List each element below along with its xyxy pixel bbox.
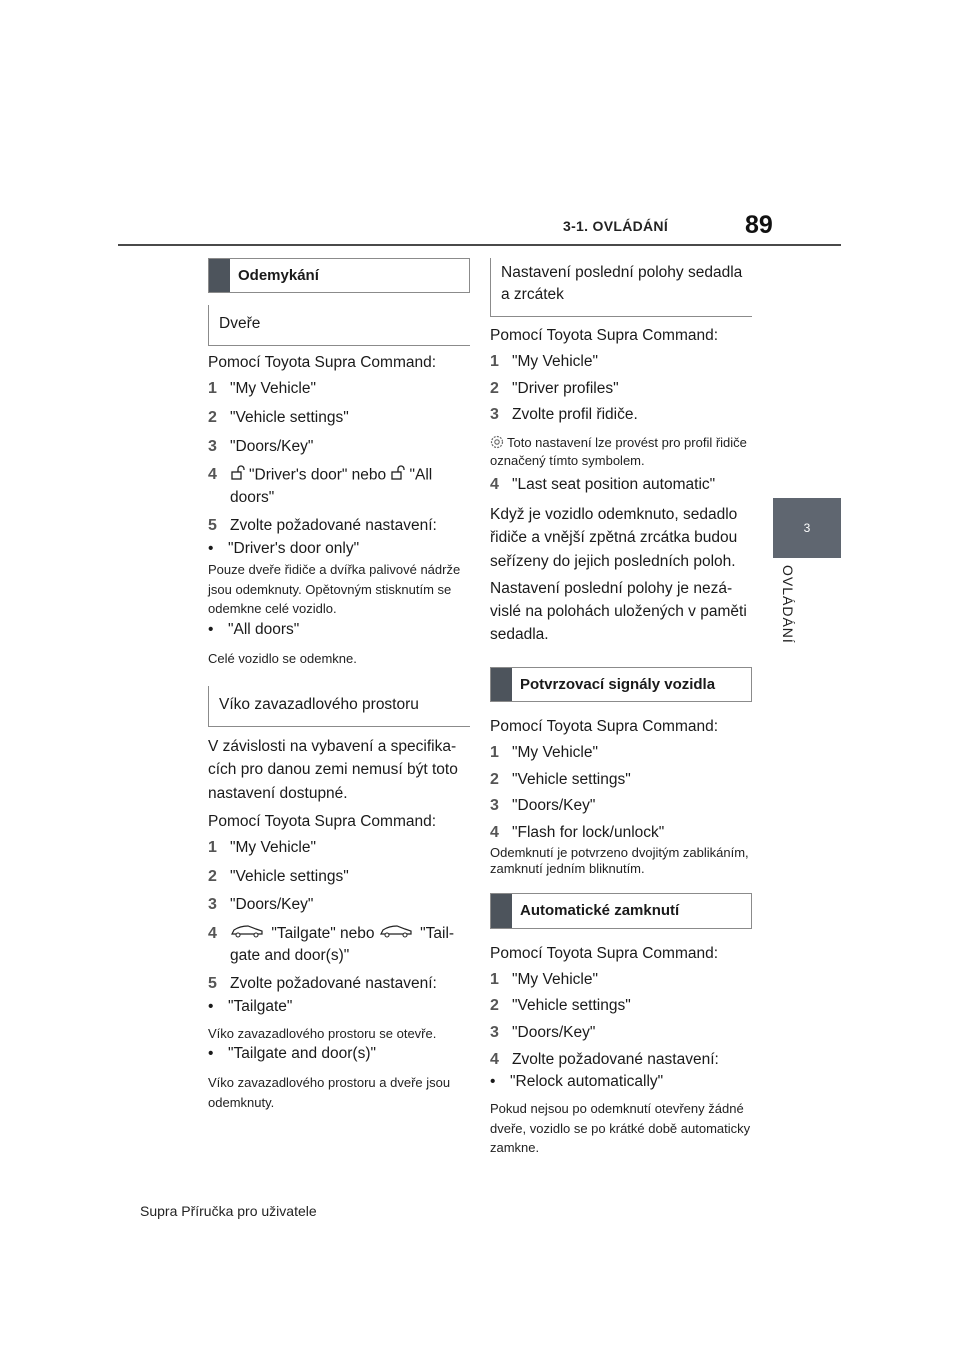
step-item: 4 "Driver's door" nebo "All doors" (208, 466, 433, 507)
step-item: 2 "Vehicle settings" (490, 997, 631, 1015)
step-item: 1 "My Vehicle" (490, 970, 598, 988)
intro-text: Pomocí Toyota Supra Command: (490, 717, 719, 735)
step-item: 3 Zvolte profil řidiče. (490, 406, 638, 424)
bullet-item: • "All doors" (208, 620, 300, 638)
step-item: 4 "Flash for lock/unlock" (490, 824, 665, 842)
note-text: Celé vozidlo se odemkne. (208, 650, 357, 666)
section-title-autolock: Automatické zamknutí (520, 902, 680, 920)
intro-text: Pomocí Toyota Supra Command: (208, 812, 437, 830)
section-bar (491, 894, 512, 927)
page-number: 89 (745, 211, 773, 239)
intro-text: Pomocí Toyota Supra Command: (490, 944, 719, 962)
subsection-title-doors: Dveře (219, 315, 261, 333)
footer-text: Supra Příručka pro uživatele (140, 1203, 317, 1219)
step-item: 1 "My Vehicle" (490, 743, 598, 761)
step-item: 2 "Vehicle settings" (490, 770, 631, 788)
bullet-item: • "Tailgate" (208, 997, 293, 1015)
step-item: 1 "My Vehicle" (490, 353, 598, 370)
step-item: 5 Zvolte požadované nastavení: (208, 975, 437, 993)
paragraph: Nastavení poslední polohy je nezávislé na polohách uložených v paměti sedadla. (490, 579, 747, 644)
subsection-doors (208, 305, 470, 346)
step-item: 1 "My Vehicle" (208, 838, 316, 856)
step-item: 4 Zvolte požadované nastavení: (490, 1050, 719, 1068)
note-text: Pouze dveře řidiče a dvířka palivové nádrže jsou odemknuty. Opětovným stisknutím se odemkne celé vozidlo. (208, 562, 461, 617)
car-icon (379, 923, 413, 945)
note-text: Víko zavazadlového prostoru a dveře jsou odemknuty. (208, 1075, 451, 1110)
chapter-tab: 3 (773, 498, 841, 558)
note-text: Víko zavazadlového prostoru se otevře. (208, 1025, 437, 1041)
step-item: 4 "Tailgate" nebo "Tailgate and door(s)" (208, 925, 455, 965)
bullet-item: • "Tailgate and door(s)" (208, 1045, 376, 1063)
step-item: 2 "Vehicle settings" (208, 867, 349, 885)
header-divider (118, 244, 841, 246)
profile-note: Toto nastavení lze provést pro profil řidiče označený tímto symbolem. (490, 435, 747, 468)
left-column (208, 258, 470, 1112)
step-item: 5 Zvolte požadované nastavení: (208, 517, 437, 535)
step-item: 3 "Doors/Key" (208, 896, 314, 914)
unlock-icon (230, 464, 246, 487)
chapter-label: OVLÁDÁNÍ (780, 565, 796, 644)
paragraph: V závislosti na vybavení a specifikacích pro danou zemi nemusí být toto nastavení dostupné. (208, 738, 458, 802)
section-bar (491, 668, 512, 701)
section-title-unlocking: Odemykání (238, 267, 319, 284)
step-item: 2 "Driver profiles" (490, 379, 619, 397)
paragraph: Když je vozidlo odemknuto, sedadlo řidiče a vnější zpětná zrcátka budou seřízeny do jejich posledních poloh. (490, 506, 738, 570)
step-item: 1 "My Vehicle" (208, 380, 316, 398)
gear-icon (490, 435, 504, 453)
note-text: Odemknutí je potvrzeno dvojitým zablikáním, zamknutí jedním bliknutím. (490, 844, 749, 876)
unlock-icon (390, 464, 406, 487)
bullet-item: • "Driver's door only" (208, 540, 360, 558)
subsection-title-tailgate: Víko zavazadlového prostoru (219, 696, 419, 714)
note-text: Pokud nejsou po odemknutí otevřeny žádné dveře, vozidlo se po krátké době automaticky zamkne. (490, 1101, 751, 1156)
step-item: 3 "Doors/Key" (490, 797, 596, 815)
bullet-item: • "Relock automatically" (490, 1073, 664, 1091)
intro-text: Pomocí Toyota Supra Command: (490, 327, 719, 344)
section-title-confirmation: Potvrzovací signály vozidla (520, 675, 716, 693)
subsection-tailgate (208, 686, 470, 727)
section-box-confirmation (490, 667, 752, 702)
car-icon (230, 923, 264, 945)
step-item: 4 "Last seat position automatic" (490, 476, 716, 494)
subsection-seat-position (490, 258, 752, 317)
intro-text: Pomocí Toyota Supra Command: (208, 354, 437, 372)
right-column (490, 258, 752, 1158)
section-bar (209, 259, 230, 292)
section-title: 3-1. OVLÁDÁNÍ (563, 218, 669, 234)
step-item: 2 "Vehicle settings" (208, 409, 349, 427)
step-item: 3 "Doors/Key" (490, 1023, 596, 1041)
subsection-title-seat-position: Nastavení poslední polohy sedadla a zrcátek (501, 264, 743, 303)
step-item: 3 "Doors/Key" (208, 437, 314, 455)
section-box-autolock (490, 893, 752, 928)
section-box-unlocking (208, 258, 470, 293)
